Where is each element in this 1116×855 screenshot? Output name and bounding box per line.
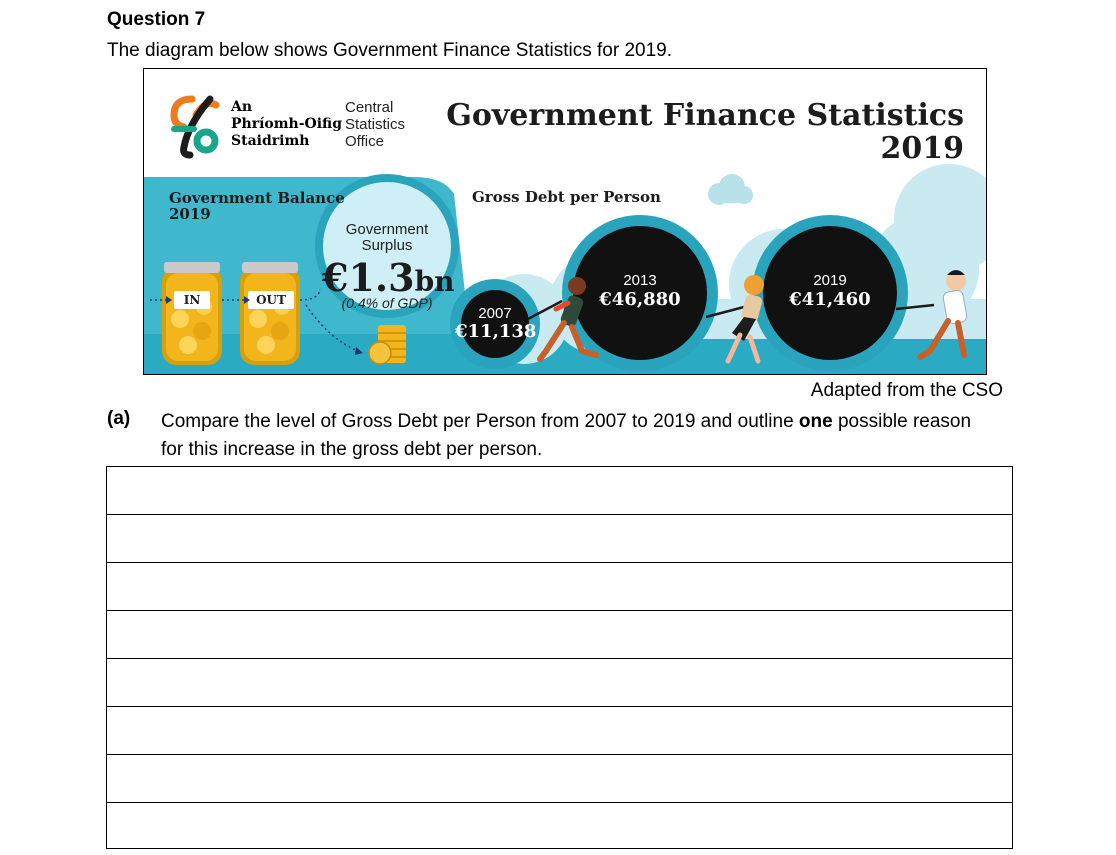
- debt-2007-year: 2007: [478, 305, 512, 322]
- source-note: Adapted from the CSO: [810, 380, 1003, 401]
- answer-line: [107, 706, 1012, 707]
- answer-line: [107, 754, 1012, 755]
- answer-line: [107, 658, 1012, 659]
- surplus-note: (0.4% of GDP): [341, 295, 433, 311]
- answer-line: [107, 802, 1012, 803]
- debt-2019-value: €41,460: [789, 289, 871, 310]
- out-jar-label: OUT: [256, 293, 286, 307]
- cso-logo-icon: [174, 99, 216, 155]
- surplus-label: Government Surplus: [345, 221, 429, 254]
- balance-heading: Government Balance 2019: [169, 189, 345, 223]
- infographic-title: Government Finance Statistics 2019: [446, 98, 964, 166]
- debt-2007-value: €11,138: [455, 321, 537, 342]
- gfs-infographic: [143, 68, 987, 375]
- debt-heading: Gross Debt per Person: [472, 188, 661, 206]
- answer-line: [107, 610, 1012, 611]
- debt-2013-year: 2013: [623, 272, 657, 289]
- in-jar-label: IN: [183, 293, 201, 307]
- part-a-label: (a): [107, 408, 131, 429]
- debt-2013-value: €46,880: [599, 289, 681, 310]
- logo-irish-name: An Phríomh-Oifig Staidrimh: [231, 99, 343, 149]
- small-cloud-icon: [708, 174, 753, 205]
- out-jar-icon: [240, 262, 300, 365]
- logo-english-name: Central Statistics Office: [345, 99, 406, 150]
- surplus-value: €1.3bn: [322, 255, 455, 300]
- in-jar-icon: [162, 262, 222, 365]
- answer-line: [107, 514, 1012, 515]
- question-intro: The diagram below shows Government Finance Statistics for 2019.: [107, 40, 672, 61]
- answer-line: [107, 562, 1012, 563]
- part-a-question: Compare the level of Gross Debt per Person from 2007 to 2019 and outline one possible reason for this increase in the gross debt per person.: [161, 411, 972, 460]
- debt-2019-year: 2019: [813, 272, 847, 289]
- question-title: Question 7: [107, 9, 206, 30]
- answer-area[interactable]: [106, 466, 1013, 849]
